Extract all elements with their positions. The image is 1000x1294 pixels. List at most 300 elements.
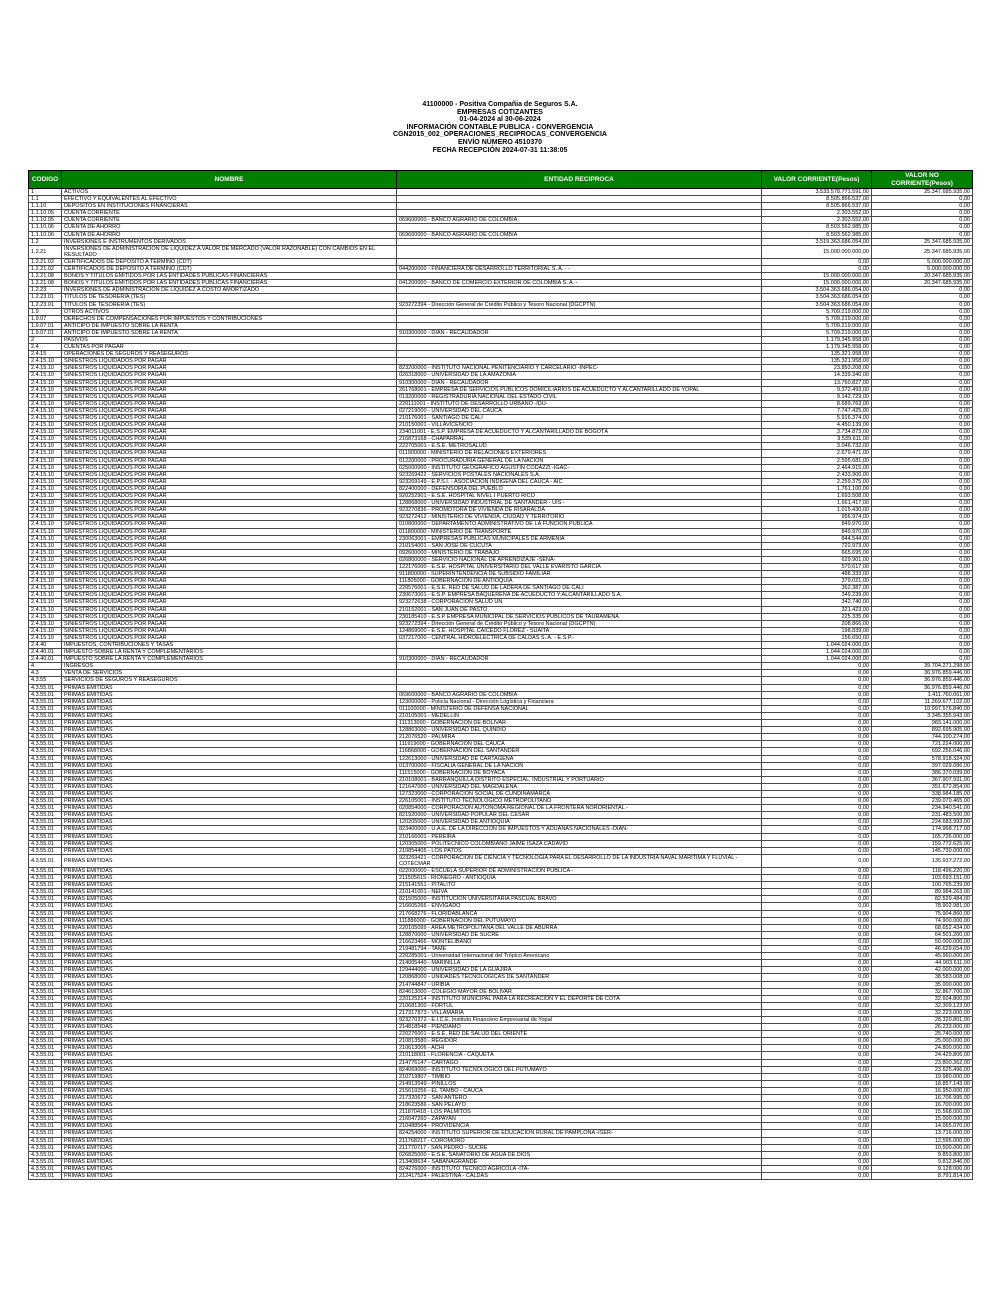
cell-codigo: 2.4.15.10	[29, 450, 62, 457]
cell-nombre: ACTIVOS	[62, 189, 397, 196]
table-row	[29, 868, 973, 875]
cell-codigo: 2.4.40.01	[29, 649, 62, 656]
cell-codigo: 4.3.55.01	[29, 1116, 62, 1123]
cell-entidad-reciproca: 923269422 - SERVICIOS POSTALES NACIONALES S.A.	[397, 471, 762, 478]
cell-entidad-reciproca: 111313000 - GOBERNACIÓN DE BOLIVAR	[397, 720, 762, 727]
table-row	[29, 415, 973, 422]
cell-valor-no-corriente: 0,00	[872, 224, 973, 231]
table-row	[29, 875, 973, 882]
cell-nombre: SINIESTROS LIQUIDADOS POR PAGAR	[62, 471, 397, 478]
table-row	[29, 981, 973, 988]
cell-valor-no-corriente: 36.976.859.446,00	[872, 670, 973, 677]
cell-codigo: 1.2.23	[29, 287, 62, 294]
cell-entidad-reciproca: 127323000 - CORPORACIÓN SOCIAL DE CUNDINAMARCA	[397, 790, 762, 797]
cell-valor-corriente: 0,00	[762, 741, 872, 748]
cell-codigo: 4.3.55.01	[29, 1080, 62, 1087]
cell-valor-no-corriente: 78.902.981,00	[872, 903, 973, 910]
cell-valor-no-corriente: 983.141.000,00	[872, 720, 973, 727]
cell-valor-no-corriente: 0,00	[872, 217, 973, 224]
cell-entidad-reciproca: 214818548 - PIENDAMO	[397, 1024, 762, 1031]
cell-entidad-reciproca: 821505000 - INSTITUCIÓN UNIVERSITARIA PASCUAL BRAVO	[397, 896, 762, 903]
cell-nombre: OTROS ACTIVOS	[62, 308, 397, 315]
table-row	[29, 471, 973, 478]
cell-valor-corriente: 8.503.562.985,00	[762, 224, 872, 231]
cell-nombre: SINIESTROS LIQUIDADOS POR PAGAR	[62, 563, 397, 570]
cell-nombre: SINIESTROS LIQUIDADOS POR PAGAR	[62, 535, 397, 542]
cell-entidad-reciproca	[397, 203, 762, 210]
cell-entidad-reciproca: 111805000 - GOBERNACIÓN DE ANTIOQUIA	[397, 578, 762, 585]
cell-nombre: SINIESTROS LIQUIDADOS POR PAGAR	[62, 578, 397, 585]
table-row	[29, 995, 973, 1002]
cell-codigo: 2.4.15.10	[29, 613, 62, 620]
cell-valor-no-corriente: 0,00	[872, 493, 973, 500]
cell-valor-no-corriente: 338.984.185,00	[872, 790, 973, 797]
cell-valor-no-corriente: 892.695.905,00	[872, 727, 973, 734]
cell-codigo: 2.4.15.10	[29, 464, 62, 471]
table-row	[29, 1016, 973, 1023]
cell-valor-no-corriente: 68.652.434,00	[872, 924, 973, 931]
cell-codigo: 4.3.55.01	[29, 967, 62, 974]
cell-codigo: 1.2.23.01	[29, 294, 62, 301]
table-row	[29, 231, 973, 238]
cell-entidad-reciproca: 910300000 - DIAN - RECAUDADOR	[397, 379, 762, 386]
cell-codigo: 4.3.55.01	[29, 903, 62, 910]
table-row	[29, 1102, 973, 1109]
cell-valor-corriente: 0,00	[762, 705, 872, 712]
cell-codigo: 2.4.15.10	[29, 471, 62, 478]
cell-entidad-reciproca: 026318000 - UNIVERSIDAD DE LA AMAZONIA	[397, 372, 762, 379]
cell-nombre: SINIESTROS LIQUIDADOS POR PAGAR	[62, 379, 397, 386]
cell-codigo: 2.4.40.01	[29, 656, 62, 663]
cell-codigo: 4.3.55.01	[29, 741, 62, 748]
cell-valor-corriente: 0,00	[762, 1087, 872, 1094]
cell-codigo: 4.3.55.01	[29, 910, 62, 917]
table-row	[29, 521, 973, 528]
table-row	[29, 776, 973, 783]
table-row	[29, 400, 973, 407]
cell-codigo: 2.4.15.10	[29, 507, 62, 514]
cell-entidad-reciproca: 216623466 - MONTELIBANO	[397, 938, 762, 945]
table-row	[29, 443, 973, 450]
cell-nombre: IMPUESTOS, CONTRIBUCIONES Y TASAS	[62, 642, 397, 649]
cell-valor-no-corriente: 11.269.677.102,00	[872, 698, 973, 705]
cell-nombre: PRIMAS EMITIDAS	[62, 734, 397, 741]
cell-codigo: 4.3.55.01	[29, 868, 62, 875]
cell-entidad-reciproca: 210154001 - SAN JOSÉ DE CÚCUTA	[397, 542, 762, 549]
table-row	[29, 407, 973, 414]
table-row	[29, 1130, 973, 1137]
cell-valor-no-corriente: 0,00	[872, 606, 973, 613]
cell-valor-corriente: 0,00	[762, 1024, 872, 1031]
cell-valor-no-corriente: 10.997.576.840,00	[872, 705, 973, 712]
cell-entidad-reciproca	[397, 308, 762, 315]
cell-valor-no-corriente: 0,00	[872, 210, 973, 217]
cell-codigo: 4.3.55.01	[29, 924, 62, 931]
cell-nombre: TÍTULOS DE TESORERÍA (TES)	[62, 294, 397, 301]
cell-codigo: 1.1.10.06	[29, 224, 62, 231]
cell-valor-corriente: 362.387,00	[762, 585, 872, 592]
cell-nombre: SINIESTROS LIQUIDADOS POR PAGAR	[62, 415, 397, 422]
table-row	[29, 556, 973, 563]
table-row	[29, 450, 973, 457]
cell-valor-no-corriente: 0,00	[872, 627, 973, 634]
cell-valor-no-corriente: 0,00	[872, 571, 973, 578]
cell-codigo: 1.9.07.01	[29, 329, 62, 336]
table-row	[29, 627, 973, 634]
cell-codigo: 4.3.55.01	[29, 790, 62, 797]
cell-nombre: TÍTULOS DE TESORERÍA (TES)	[62, 301, 397, 308]
cell-codigo: 4.3.55.01	[29, 1059, 62, 1066]
cell-entidad-reciproca: 012200000 - PROCURADURIA GENERAL DE LA NACION	[397, 457, 762, 464]
cell-valor-corriente: 0,00	[762, 727, 872, 734]
cell-valor-no-corriente: 0,00	[872, 379, 973, 386]
cell-valor-corriente: 0,00	[762, 875, 872, 882]
table-row	[29, 748, 973, 755]
cell-entidad-reciproca: 210813580 - REGIDOR	[397, 1038, 762, 1045]
cell-valor-no-corriente: 23.625.496,00	[872, 1066, 973, 1073]
table-row	[29, 712, 973, 719]
cell-valor-no-corriente: 174.968.717,00	[872, 826, 973, 833]
cell-entidad-reciproca: 121647000 - UNIVERSIDAD DEL MAGDALENA	[397, 783, 762, 790]
table-row	[29, 1066, 973, 1073]
table-row	[29, 578, 973, 585]
cell-nombre: PRIMAS EMITIDAS	[62, 1116, 397, 1123]
cell-entidad-reciproca: 010800000 - DEPARTAMENTO ADMINISTRATIVO DE LA FUNCIÓN PUBLICA	[397, 521, 762, 528]
table-row	[29, 783, 973, 790]
cell-valor-corriente: 379.021,00	[762, 578, 872, 585]
cell-codigo: 4.3.55.01	[29, 1024, 62, 1031]
cell-valor-corriente: 0,00	[762, 889, 872, 896]
cell-valor-no-corriente: 89.984.263,00	[872, 889, 973, 896]
table-row	[29, 755, 973, 762]
cell-codigo: 4.3.55.01	[29, 1158, 62, 1165]
table-row	[29, 833, 973, 840]
cell-nombre: SINIESTROS LIQUIDADOS POR PAGAR	[62, 478, 397, 485]
cell-entidad-reciproca: 822400000 - DEFENSORÍA DEL PUEBLO	[397, 485, 762, 492]
cell-codigo: 2.4.15.10	[29, 358, 62, 365]
cell-valor-no-corriente: 5.000.000.000,00	[872, 258, 973, 265]
cell-entidad-reciproca	[397, 287, 762, 294]
cell-valor-no-corriente: 0,00	[872, 642, 973, 649]
table-row	[29, 910, 973, 917]
cell-entidad-reciproca: 220576001 - E.S.E. RED DE SALUD DE LADERA DE SANTIAGO DE CALI	[397, 585, 762, 592]
cell-valor-no-corriente: 64.501.200,00	[872, 931, 973, 938]
cell-entidad-reciproca: 210176001 - SANTIAGO DE CALI	[397, 415, 762, 422]
table-row	[29, 1052, 973, 1059]
table-row	[29, 613, 973, 620]
cell-valor-corriente: 0,00	[762, 755, 872, 762]
cell-valor-corriente: 0,00	[762, 1002, 872, 1009]
cell-valor-no-corriente: 0,00	[872, 578, 973, 585]
cell-entidad-reciproca: 211870418 - LOS PALMITOS	[397, 1109, 762, 1116]
cell-codigo: 4.3.55.01	[29, 974, 62, 981]
cell-valor-corriente: 0,00	[762, 677, 872, 684]
cell-entidad-reciproca: 026825000 - E.S.E. SANATORIO DE AGUA DE DIOS	[397, 1151, 762, 1158]
cell-valor-no-corriente: 0,00	[872, 613, 973, 620]
cell-codigo: 1.2.21	[29, 245, 62, 258]
cell-valor-corriente: 0,00	[762, 1144, 872, 1151]
cell-nombre: SINIESTROS LIQUIDADOS POR PAGAR	[62, 514, 397, 521]
cell-valor-no-corriente: 0,00	[872, 464, 973, 471]
cell-nombre: PRIMAS EMITIDAS	[62, 1137, 397, 1144]
cell-entidad-reciproca: 020854000 - CORPORACION AUTONOMA REGIONAL DE LA FRONTERA NORORIENTAL -	[397, 805, 762, 812]
cell-valor-no-corriente: 44.903.611,00	[872, 960, 973, 967]
table-row	[29, 705, 973, 712]
cell-nombre: PRIMAS EMITIDAS	[62, 981, 397, 988]
table-row	[29, 258, 973, 265]
table-row	[29, 1116, 973, 1123]
cell-nombre: PRIMAS EMITIDAS	[62, 1095, 397, 1102]
table-row	[29, 967, 973, 974]
cell-valor-corriente: 0,00	[762, 762, 872, 769]
table-row	[29, 670, 973, 677]
report-subtitle-entity-type: EMPRESAS COTIZANTES	[457, 108, 543, 116]
table-row	[29, 882, 973, 889]
cell-valor-corriente: 0,00	[762, 903, 872, 910]
table-row	[29, 1123, 973, 1130]
cell-entidad-reciproca	[397, 642, 762, 649]
cell-nombre: PRIMAS EMITIDAS	[62, 712, 397, 719]
cell-nombre: PRIMAS EMITIDAS	[62, 748, 397, 755]
cell-valor-corriente: 5.709.219.000,00	[762, 308, 872, 315]
cell-entidad-reciproca: 215141551 - PITALITO	[397, 882, 762, 889]
cell-valor-no-corriente: 50.000.000,00	[872, 938, 973, 945]
cell-codigo: 2.4.15.10	[29, 521, 62, 528]
cell-valor-corriente: 0,00	[762, 712, 872, 719]
table-row	[29, 734, 973, 741]
cell-entidad-reciproca: 214744847 - URIBIA	[397, 981, 762, 988]
cell-codigo: 2.4.15.10	[29, 514, 62, 521]
cell-codigo: 4.3.55.01	[29, 684, 62, 691]
cell-nombre: PRIMAS EMITIDAS	[62, 727, 397, 734]
cell-nombre: PRIMAS EMITIDAS	[62, 931, 397, 938]
table-row	[29, 203, 973, 210]
cell-valor-corriente: 0,00	[762, 1102, 872, 1109]
cell-codigo: 2.4.15.10	[29, 493, 62, 500]
cell-valor-no-corriente: 0,00	[872, 329, 973, 336]
cell-codigo: 1	[29, 189, 62, 196]
cell-valor-corriente: 0,00	[762, 833, 872, 840]
cell-nombre: PRIMAS EMITIDAS	[62, 924, 397, 931]
cell-valor-no-corriente: 15.568.000,00	[872, 1109, 973, 1116]
cell-valor-corriente: 0,00	[762, 988, 872, 995]
cell-valor-no-corriente: 5.000.000.000,00	[872, 266, 973, 273]
cell-valor-corriente: 0,00	[762, 840, 872, 847]
cell-entidad-reciproca	[397, 294, 762, 301]
cell-valor-corriente: 665.695,00	[762, 549, 872, 556]
cell-valor-corriente: 198.839,00	[762, 627, 872, 634]
column-header-codigo: CODIGO	[29, 171, 62, 189]
table-row	[29, 762, 973, 769]
cell-valor-corriente: 0,00	[762, 868, 872, 875]
cell-entidad-reciproca: 220276001 - E.S.E. RED DE SALUD DEL ORIENTE	[397, 1031, 762, 1038]
cell-entidad-reciproca	[397, 344, 762, 351]
cell-valor-no-corriente: 0,00	[872, 344, 973, 351]
cell-entidad-reciproca	[397, 189, 762, 196]
cell-codigo: 1.2.21.02	[29, 258, 62, 265]
cell-nombre: PRIMAS EMITIDAS	[62, 974, 397, 981]
cell-entidad-reciproca: 210118001 - FLORENCIA - CAQUETÁ	[397, 1052, 762, 1059]
table-row	[29, 500, 973, 507]
cell-valor-corriente: 0,00	[762, 1173, 872, 1180]
cell-entidad-reciproca: 210681300 - FORTUL	[397, 1002, 762, 1009]
cell-codigo: 2.4.15.10	[29, 592, 62, 599]
cell-codigo: 1.2	[29, 238, 62, 245]
cell-valor-no-corriente: 0,00	[872, 521, 973, 528]
cell-entidad-reciproca: 041200000 - BANCO DE COMERCIO EXTERIOR DE COLOMBIA S. A. -	[397, 280, 762, 287]
cell-codigo: 4.3.55.01	[29, 1151, 62, 1158]
cell-codigo: 4.3.55.01	[29, 854, 62, 867]
table-row	[29, 1158, 973, 1165]
cell-entidad-reciproca	[397, 336, 762, 343]
cell-valor-no-corriente: 3.345.355.943,00	[872, 712, 973, 719]
cell-entidad-reciproca	[397, 677, 762, 684]
cell-valor-no-corriente: 10.500.000,00	[872, 1144, 973, 1151]
cell-entidad-reciproca: 111886000 - GOBERNACIÓN DEL PUTUMAYO	[397, 917, 762, 924]
cell-nombre: PRIMAS EMITIDAS	[62, 1173, 397, 1180]
table-row	[29, 960, 973, 967]
cell-valor-corriente: 0,00	[762, 798, 872, 805]
cell-nombre: DERECHOS DE COMPENSACIONES POR IMPUESTOS Y CONTRIBUCIONES	[62, 315, 397, 322]
cell-valor-no-corriente: 0,00	[872, 336, 973, 343]
cell-valor-no-corriente: 0,00	[872, 308, 973, 315]
cell-valor-corriente: 5.709.219.000,00	[762, 329, 872, 336]
cell-codigo: 2	[29, 336, 62, 343]
cell-codigo: 4.3.55.01	[29, 798, 62, 805]
cell-valor-no-corriente: 46.629.654,00	[872, 946, 973, 953]
cell-nombre: SINIESTROS LIQUIDADOS POR PAGAR	[62, 500, 397, 507]
cell-codigo: 2.4.15.10	[29, 393, 62, 400]
cell-entidad-reciproca: 220285001 - Universidad Internacional del Trópico Americano	[397, 953, 762, 960]
cell-entidad-reciproca: 210854405 - LOS PATOS	[397, 847, 762, 854]
cell-entidad-reciproca: 220111001 - INSTITUTO DE DESARROLLO URBANO -IDU-	[397, 400, 762, 407]
cell-nombre: PASIVOS	[62, 336, 397, 343]
cell-codigo: 4.3.55.01	[29, 1087, 62, 1094]
cell-entidad-reciproca: 923272638 - CORPORACIÓN SALUD UN	[397, 599, 762, 606]
cell-codigo: 4.3.55.01	[29, 705, 62, 712]
cell-entidad-reciproca: 210719807 - TIMBIO	[397, 1073, 762, 1080]
table-row	[29, 535, 973, 542]
cell-nombre: SINIESTROS LIQUIDADOS POR PAGAR	[62, 429, 397, 436]
cell-valor-no-corriente: 239.070.465,00	[872, 798, 973, 805]
cell-valor-corriente: 0,00	[762, 1151, 872, 1158]
cell-nombre: SINIESTROS LIQUIDADOS POR PAGAR	[62, 365, 397, 372]
table-row	[29, 1087, 973, 1094]
table-row	[29, 1109, 973, 1116]
cell-nombre: PRIMAS EMITIDAS	[62, 917, 397, 924]
cell-nombre: PRIMAS EMITIDAS	[62, 868, 397, 875]
table-row	[29, 684, 973, 691]
cell-entidad-reciproca	[397, 315, 762, 322]
cell-codigo: 2.4.15.10	[29, 365, 62, 372]
cell-nombre: SINIESTROS LIQUIDADOS POR PAGAR	[62, 436, 397, 443]
cell-codigo: 1.1	[29, 196, 62, 203]
cell-valor-no-corriente: 19.980.000,00	[872, 1073, 973, 1080]
cell-valor-no-corriente: 0,00	[872, 471, 973, 478]
cell-valor-no-corriente: 25.347.685.935,00	[872, 238, 973, 245]
cell-valor-no-corriente: 0,00	[872, 535, 973, 542]
table-row	[29, 514, 973, 521]
table-row	[29, 1031, 973, 1038]
table-row	[29, 189, 973, 196]
cell-entidad-reciproca: 215619256 - EL TAMBO - CAUCA	[397, 1087, 762, 1094]
cell-entidad-reciproca: 823200000 - INSTITUTO NACIONAL PENITENCIARIO Y CARCELARIO -INPEC-	[397, 365, 762, 372]
cell-entidad-reciproca: 923272394 - Dirección General de Crédito Público y Tesoro Nacional (DGCPTN)	[397, 620, 762, 627]
cell-nombre: SINIESTROS LIQUIDADOS POR PAGAR	[62, 592, 397, 599]
cell-nombre: PRIMAS EMITIDAS	[62, 882, 397, 889]
cell-codigo: 4.3.55.01	[29, 1102, 62, 1109]
table-row	[29, 429, 973, 436]
cell-valor-corriente: 0,00	[762, 748, 872, 755]
cell-valor-no-corriente: 28.320.801,00	[872, 1016, 973, 1023]
cell-valor-corriente: 0,00	[762, 1095, 872, 1102]
cell-entidad-reciproca: 211770717 - SAN PEDRO - SUCRE	[397, 1144, 762, 1151]
cell-nombre: PRIMAS EMITIDAS	[62, 896, 397, 903]
table-row	[29, 528, 973, 535]
cell-entidad-reciproca: 069600000 - BANCO AGRARIO DE COLOMBIA	[397, 217, 762, 224]
cell-nombre: PRIMAS EMITIDAS	[62, 1109, 397, 1116]
cell-codigo: 4.3.55.01	[29, 1045, 62, 1052]
cell-valor-no-corriente: 0,00	[872, 351, 973, 358]
cell-codigo: 4.3.55.01	[29, 698, 62, 705]
cell-valor-no-corriente: 0,00	[872, 656, 973, 663]
cell-codigo: 4.3.55.01	[29, 720, 62, 727]
cell-codigo: 2.4.40	[29, 642, 62, 649]
cell-entidad-reciproca: 230063001 - EMPRESAS PUBLICAS MUNICIPALES DE ARMENIA	[397, 535, 762, 542]
cell-valor-corriente: 1.179.345.958,00	[762, 336, 872, 343]
cell-entidad-reciproca	[397, 322, 762, 329]
cell-valor-corriente: 0,00	[762, 812, 872, 819]
table-row	[29, 691, 973, 698]
cell-valor-no-corriente: 0,00	[872, 563, 973, 570]
cell-valor-corriente: 570.617,00	[762, 563, 872, 570]
table-row	[29, 196, 973, 203]
cell-entidad-reciproca: 220105099 - AREA METROPOLITANA DEL VALLE DE ABURRA	[397, 924, 762, 931]
cell-codigo: 4.3.55.01	[29, 1073, 62, 1080]
cell-valor-corriente: 1.044.024.000,00	[762, 656, 872, 663]
cell-codigo: 4.3.55.01	[29, 1165, 62, 1172]
table-row	[29, 812, 973, 819]
table-row	[29, 854, 973, 867]
table-row	[29, 805, 973, 812]
cell-valor-corriente: 9.372.493,00	[762, 386, 872, 393]
cell-valor-no-corriente: 25.347.685.935,00	[872, 245, 973, 258]
table-row	[29, 1144, 973, 1151]
cell-nombre: PRIMAS EMITIDAS	[62, 1059, 397, 1066]
cell-entidad-reciproca: 210166001 - PEREIRA	[397, 833, 762, 840]
table-row	[29, 599, 973, 606]
cell-nombre: SINIESTROS LIQUIDADOS POR PAGAR	[62, 358, 397, 365]
cell-valor-corriente: 23.893.208,00	[762, 365, 872, 372]
cell-valor-corriente: 1.015.430,00	[762, 507, 872, 514]
cell-nombre: CERTIFICADOS DE DEPÓSITO A TÉRMINO (CDT)	[62, 258, 397, 265]
table-row	[29, 769, 973, 776]
cell-valor-corriente: 0,00	[762, 1080, 872, 1087]
cell-entidad-reciproca: 069600000 - BANCO AGRARIO DE COLOMBIA	[397, 691, 762, 698]
cell-valor-corriente: 2.679.471,00	[762, 450, 872, 457]
table-row	[29, 542, 973, 549]
cell-valor-corriente: 849.970,00	[762, 521, 872, 528]
cell-valor-corriente: 0,00	[762, 910, 872, 917]
cell-nombre: PRIMAS EMITIDAS	[62, 995, 397, 1002]
table-row	[29, 649, 973, 656]
cell-valor-no-corriente: 159.772.625,00	[872, 840, 973, 847]
cell-valor-no-corriente: 15.000.000,00	[872, 1116, 973, 1123]
cell-valor-corriente: 1.179.345.958,00	[762, 344, 872, 351]
cell-valor-corriente: 2.464.915,00	[762, 464, 872, 471]
table-row	[29, 938, 973, 945]
cell-valor-corriente: 0,00	[762, 258, 872, 265]
